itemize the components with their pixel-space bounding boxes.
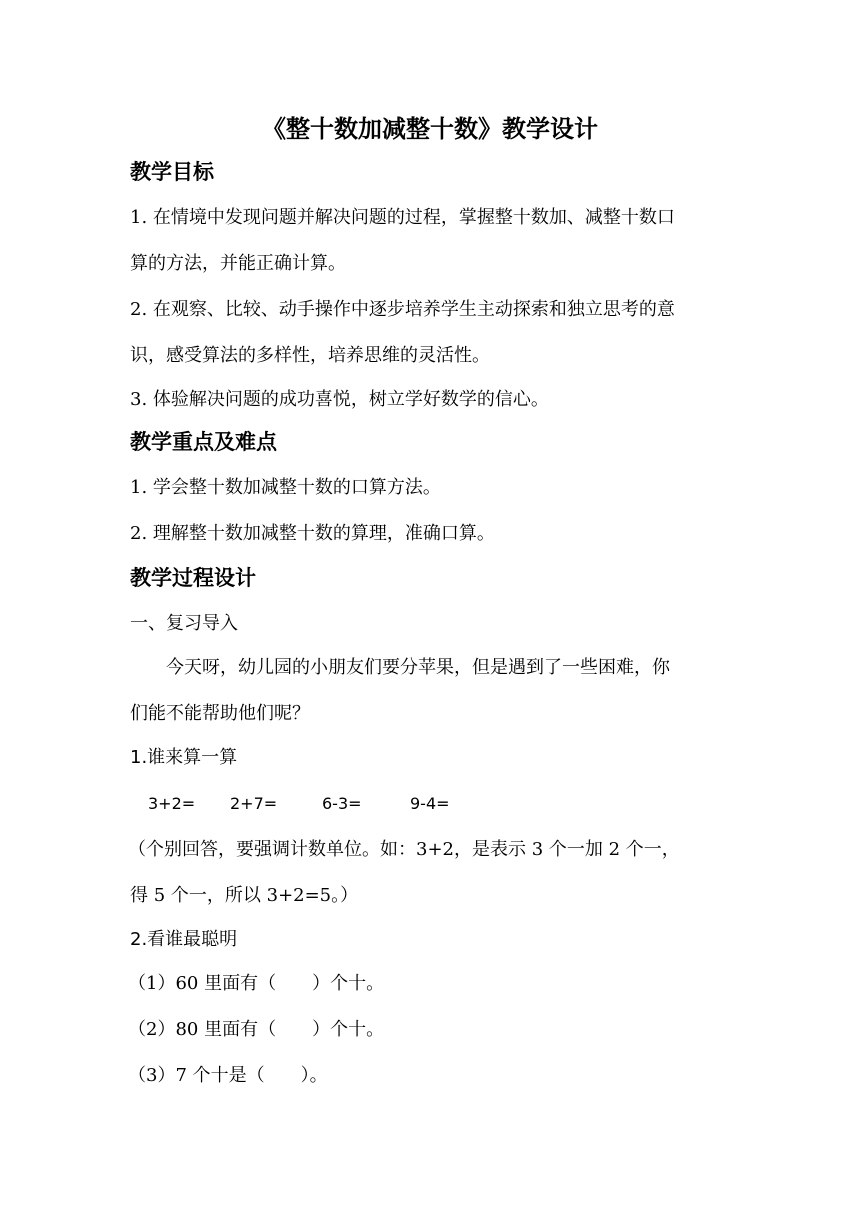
heading-key-points: 教学重点及难点 <box>130 430 277 454</box>
heading-teaching-goals: 教学目标 <box>130 160 214 184</box>
question-1: （1）60 里面有（ ）个十。 <box>128 973 385 994</box>
goal-1-line-2: 算的方法，并能正确计算。 <box>130 253 346 274</box>
note-line-1: （个别回答，要强调计数单位。如：3+2，是表示 3 个一加 2 个一， <box>128 839 680 860</box>
question-3: （3）7 个十是（ ）。 <box>128 1065 328 1086</box>
task-2-title: 2.看谁最聪明 <box>130 929 238 950</box>
calc-row <box>148 792 450 816</box>
goal-1-line-1: 1. 在情境中发现问题并解决问题的过程，掌握整十数加、减整十数口 <box>130 207 675 228</box>
key-point-2: 2. 理解整十数加减整十数的算理，准确口算。 <box>130 523 495 544</box>
question-2: （2）80 里面有（ ）个十。 <box>128 1019 385 1040</box>
heading-teaching-process: 教学过程设计 <box>130 566 256 590</box>
calc-item: 3+2= <box>148 794 196 813</box>
task-1-title: 1.谁来算一算 <box>130 747 238 768</box>
key-point-1: 1. 学会整十数加减整十数的口算方法。 <box>130 477 441 498</box>
goal-3: 3. 体验解决问题的成功喜悦，树立学好数学的信心。 <box>130 389 549 410</box>
calc-item: 6-3= <box>322 794 362 813</box>
goal-2-line-2: 识，感受算法的多样性，培养思维的灵活性。 <box>130 345 490 366</box>
intro-line-1: 今天呀，幼儿园的小朋友们要分苹果，但是遇到了一些困难，你 <box>166 657 670 678</box>
part-1-heading: 一、复习导入 <box>130 613 238 634</box>
note-line-2: 得 5 个一，所以 3+2=5。） <box>130 885 359 906</box>
document-title: 《整十数加减整十数》教学设计 <box>262 115 598 143</box>
intro-line-2: 们能不能帮助他们呢？ <box>130 703 310 724</box>
calc-item: 2+7= <box>230 794 278 813</box>
goal-2-line-1: 2. 在观察、比较、动手操作中逐步培养学生主动探索和独立思考的意 <box>130 299 675 320</box>
calc-item: 9-4= <box>410 794 450 813</box>
